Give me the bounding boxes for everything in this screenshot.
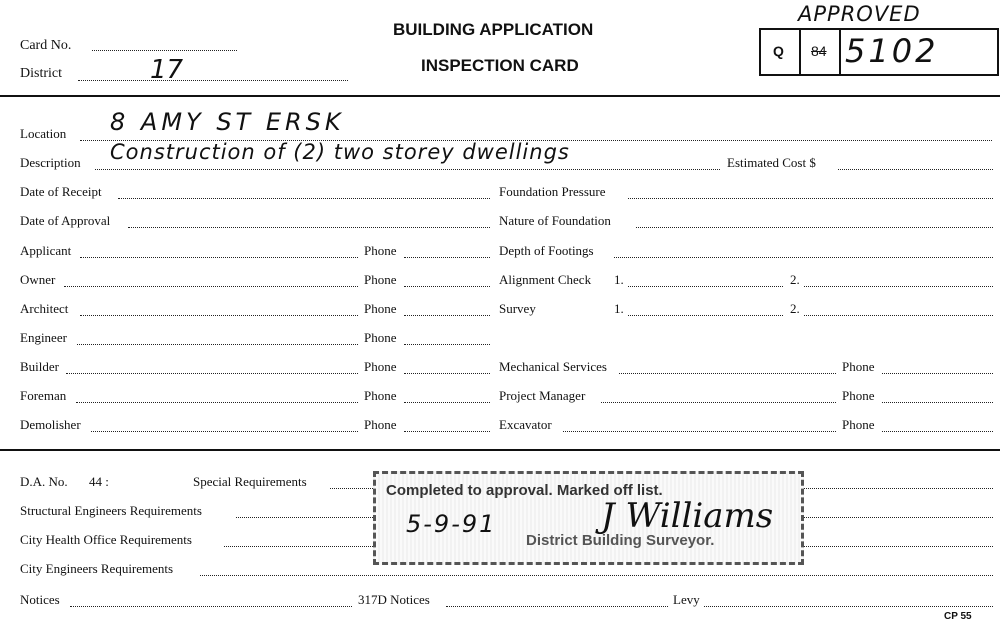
description-label: Description: [20, 155, 81, 170]
location-label: Location: [20, 126, 67, 141]
alignment-check-2-field[interactable]: [804, 286, 993, 287]
header-rule: [0, 95, 1000, 97]
notices-label: Notices: [20, 592, 60, 607]
owner-field[interactable]: [64, 286, 358, 287]
description-value: Construction of (2) two storey dwellings: [110, 140, 570, 164]
excavator-field[interactable]: [563, 431, 836, 432]
city-health-office-label: City Health Office Requirements: [20, 532, 192, 547]
foreman-field[interactable]: [76, 402, 358, 403]
city-engineers-field[interactable]: [200, 575, 993, 576]
ref-year: 84: [811, 43, 827, 59]
demolisher-phone-field[interactable]: [404, 431, 490, 432]
estimated-cost-field[interactable]: [838, 169, 993, 170]
title-line1: BUILDING APPLICATION: [393, 20, 594, 39]
stamp-date: 5-9-91: [406, 510, 497, 538]
structural-engineers-label: Structural Engineers Requirements: [20, 503, 202, 518]
applicant-field[interactable]: [80, 257, 358, 258]
builder-field[interactable]: [66, 373, 358, 374]
foreman-label: Foreman: [20, 388, 67, 403]
alignment-check-1-label: 1.: [614, 272, 624, 287]
date-of-approval-label: Date of Approval: [20, 213, 111, 228]
levy-field[interactable]: [704, 606, 993, 607]
location-value: 8 AMY ST ERSK: [110, 108, 345, 136]
levy-label: Levy: [673, 592, 700, 607]
architect-phone-label: Phone: [364, 301, 397, 316]
engineer-label: Engineer: [20, 330, 67, 345]
alignment-check-label: Alignment Check: [499, 272, 592, 287]
demolisher-label: Demolisher: [20, 417, 81, 432]
depth-of-footings-label: Depth of Footings: [499, 243, 594, 258]
card-no-label: Card No.: [20, 38, 72, 53]
architect-field[interactable]: [80, 315, 358, 316]
owner-phone-label: Phone: [364, 272, 397, 287]
mechanical-services-field[interactable]: [619, 373, 836, 374]
special-requirements-label: Special Requirements: [193, 474, 307, 489]
engineer-phone-label: Phone: [364, 330, 397, 345]
notices-317d-label: 317D Notices: [358, 592, 430, 607]
stamp-line1: Completed to approval. Marked off list.: [386, 482, 663, 499]
completion-stamp: [373, 471, 804, 565]
owner-label: Owner: [20, 272, 56, 287]
date-of-receipt-field[interactable]: [118, 198, 490, 199]
alignment-check-1-field[interactable]: [628, 286, 783, 287]
survey-2-label: 2.: [790, 301, 800, 316]
engineer-field[interactable]: [77, 344, 358, 345]
survey-label: Survey: [499, 301, 536, 316]
stamp-line2: District Building Surveyor.: [526, 532, 715, 549]
da-no-label: D.A. No.: [20, 474, 68, 489]
owner-phone-field[interactable]: [404, 286, 490, 287]
demolisher-field[interactable]: [91, 431, 358, 432]
reference-box: [759, 28, 999, 76]
applicant-phone-field[interactable]: [404, 257, 490, 258]
mechanical-services-label: Mechanical Services: [499, 359, 607, 374]
alignment-check-2-label: 2.: [790, 272, 800, 287]
project-manager-phone-label: Phone: [842, 388, 875, 403]
ref-prefix: Q: [773, 43, 784, 59]
form-code: CP 55: [944, 611, 972, 622]
foreman-phone-label: Phone: [364, 388, 397, 403]
title-line2: INSPECTION CARD: [421, 56, 579, 75]
builder-label: Builder: [20, 359, 59, 374]
date-of-approval-field[interactable]: [128, 227, 490, 228]
excavator-phone-field[interactable]: [882, 431, 993, 432]
survey-1-field[interactable]: [628, 315, 783, 316]
ref-number: 5102: [845, 32, 939, 70]
estimated-cost-label: Estimated Cost $: [727, 155, 816, 170]
da-no-value: 44 :: [89, 474, 109, 489]
excavator-phone-label: Phone: [842, 417, 875, 432]
middle-rule: [0, 449, 1000, 451]
survey-2-field[interactable]: [804, 315, 993, 316]
description-field[interactable]: [95, 169, 720, 170]
builder-phone-field[interactable]: [404, 373, 490, 374]
survey-1-label: 1.: [614, 301, 624, 316]
mechanical-services-phone-label: Phone: [842, 359, 875, 374]
engineer-phone-field[interactable]: [404, 344, 490, 345]
applicant-label: Applicant: [20, 243, 72, 258]
project-manager-field[interactable]: [601, 402, 836, 403]
applicant-phone-label: Phone: [364, 243, 397, 258]
foundation-pressure-label: Foundation Pressure: [499, 184, 606, 199]
notices-317d-field[interactable]: [446, 606, 668, 607]
foundation-pressure-field[interactable]: [628, 198, 993, 199]
nature-of-foundation-label: Nature of Foundation: [499, 213, 611, 228]
excavator-label: Excavator: [499, 417, 552, 432]
approved-stamp: APPROVED: [798, 2, 921, 26]
depth-of-footings-field[interactable]: [614, 257, 993, 258]
card-no-field[interactable]: [92, 50, 237, 51]
foreman-phone-field[interactable]: [404, 402, 490, 403]
nature-of-foundation-field[interactable]: [636, 227, 993, 228]
city-engineers-label: City Engineers Requirements: [20, 561, 174, 576]
mechanical-services-phone-field[interactable]: [882, 373, 993, 374]
district-value: 17: [150, 55, 184, 85]
project-manager-phone-field[interactable]: [882, 402, 993, 403]
stamp-signature: J Williams: [601, 496, 774, 536]
date-of-receipt-label: Date of Receipt: [20, 184, 102, 199]
district-field[interactable]: [78, 80, 348, 81]
project-manager-label: Project Manager: [499, 388, 586, 403]
architect-label: Architect: [20, 301, 69, 316]
district-label: District: [20, 66, 62, 81]
architect-phone-field[interactable]: [404, 315, 490, 316]
builder-phone-label: Phone: [364, 359, 397, 374]
notices-field[interactable]: [70, 606, 352, 607]
demolisher-phone-label: Phone: [364, 417, 397, 432]
